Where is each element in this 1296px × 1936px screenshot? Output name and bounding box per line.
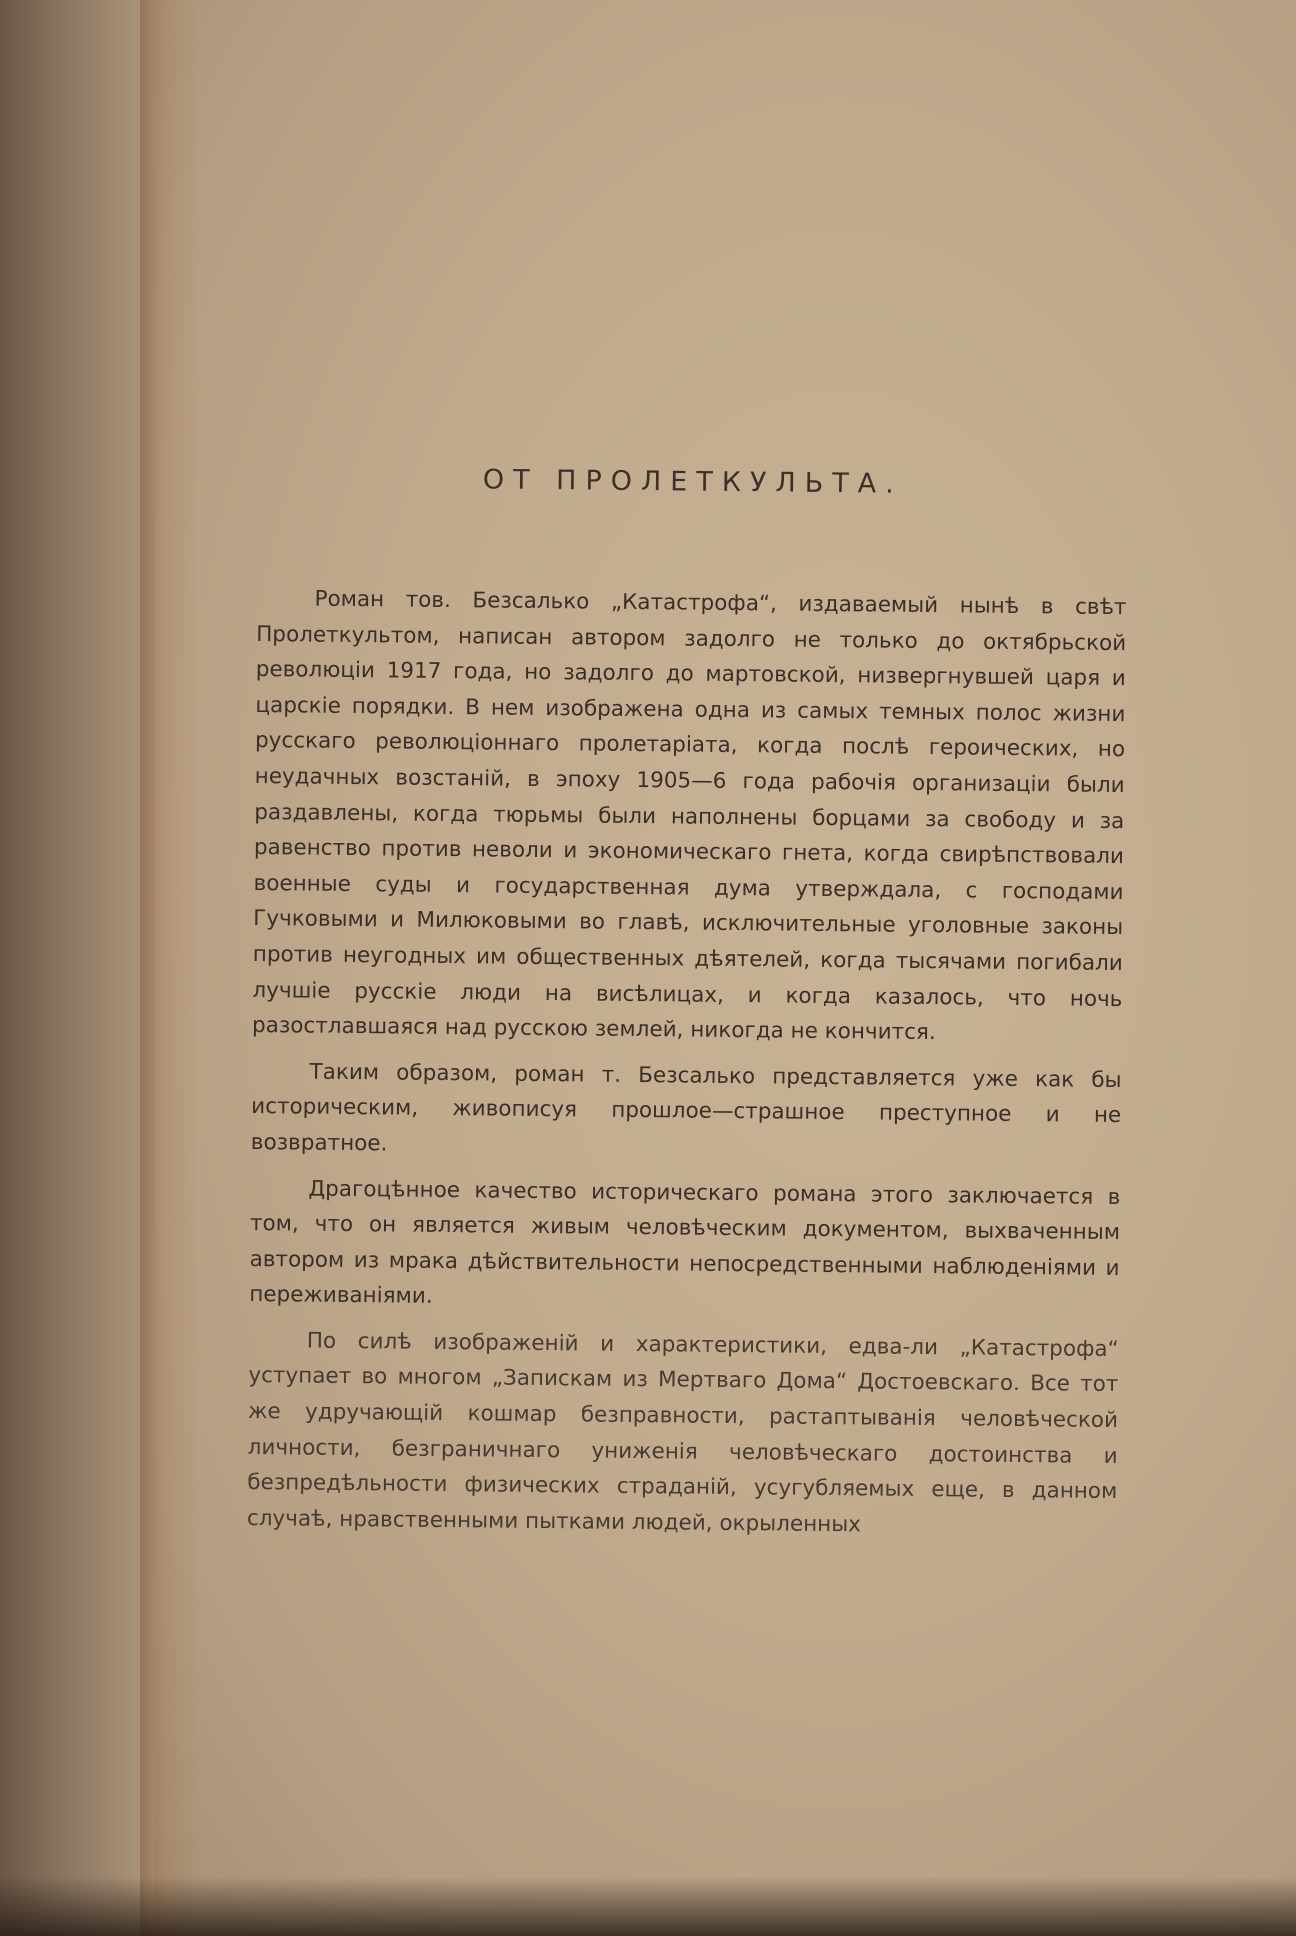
bottom-shadow [0, 1876, 1296, 1936]
left-page [0, 0, 155, 1936]
paragraph-1: Роман тов. Безсалько „Катастрофа“, издаваемый нынѣ в свѣт Пролеткультом, написан автором задолго не только до октябрьской революціи 1917 года, но задолго до мартовской, низвергнувшей царя и царскіе порядки. В нем изображена одна из самых темных полос жизни русскаго революціоннаго пролетаріата, когда послѣ героических, но неудачных возстаній, в эпоху 1905—6 года рабочія организаціи были раздавлены, когда тюрьмы были наполнены борцами за свободу и за равенство против неволи и экономическаго гнета, когда свирѣпствовали военные суды и государственная дума утверждала, с господами Гучковыми и Милюковыми во главѣ, исключительные уголовные законы против неугодных им общественных дѣятелей, когда тысячами погибали лучшіе русскіе люди на висѣлицах, и когда казалось, что ночь разостлавшаяся над русскою землей, никогда не кончится. [251, 586, 1127, 1046]
book-gutter [140, 0, 200, 1936]
paragraph-2: Таким образом, роман т. Безсалько представляется уже как бы историческим, живописуя прошлое—страшное преступное и не возвратное. [250, 1059, 1122, 1157]
page-heading: ОТ ПРОЛЕТКУЛЬТА. [482, 464, 903, 500]
page-text [247, 462, 1128, 1555]
paragraph-3: Драгоцѣнное качество историческаго романа этого заключается в том, что он является живым человѣческим документом, выхваченным автором из мрака дѣйствительности непосредственными наблюденіями и переживаніями. [249, 1176, 1121, 1310]
paragraph-4: По силѣ изображеній и характеристики, едва-ли „Катастрофа“ уступает во многом „Запискам из Мертваго Дома“ Достоевскаго. Все тот же удручающій кошмар безправности, растаптыванія человѣческой личности, безграничнаго униженія человѣческаго достоинства и безпредѣльности физических страданій, усугубляемых еще, в данном случаѣ, нравственными пытками людей, окрыленных [246, 1328, 1119, 1538]
